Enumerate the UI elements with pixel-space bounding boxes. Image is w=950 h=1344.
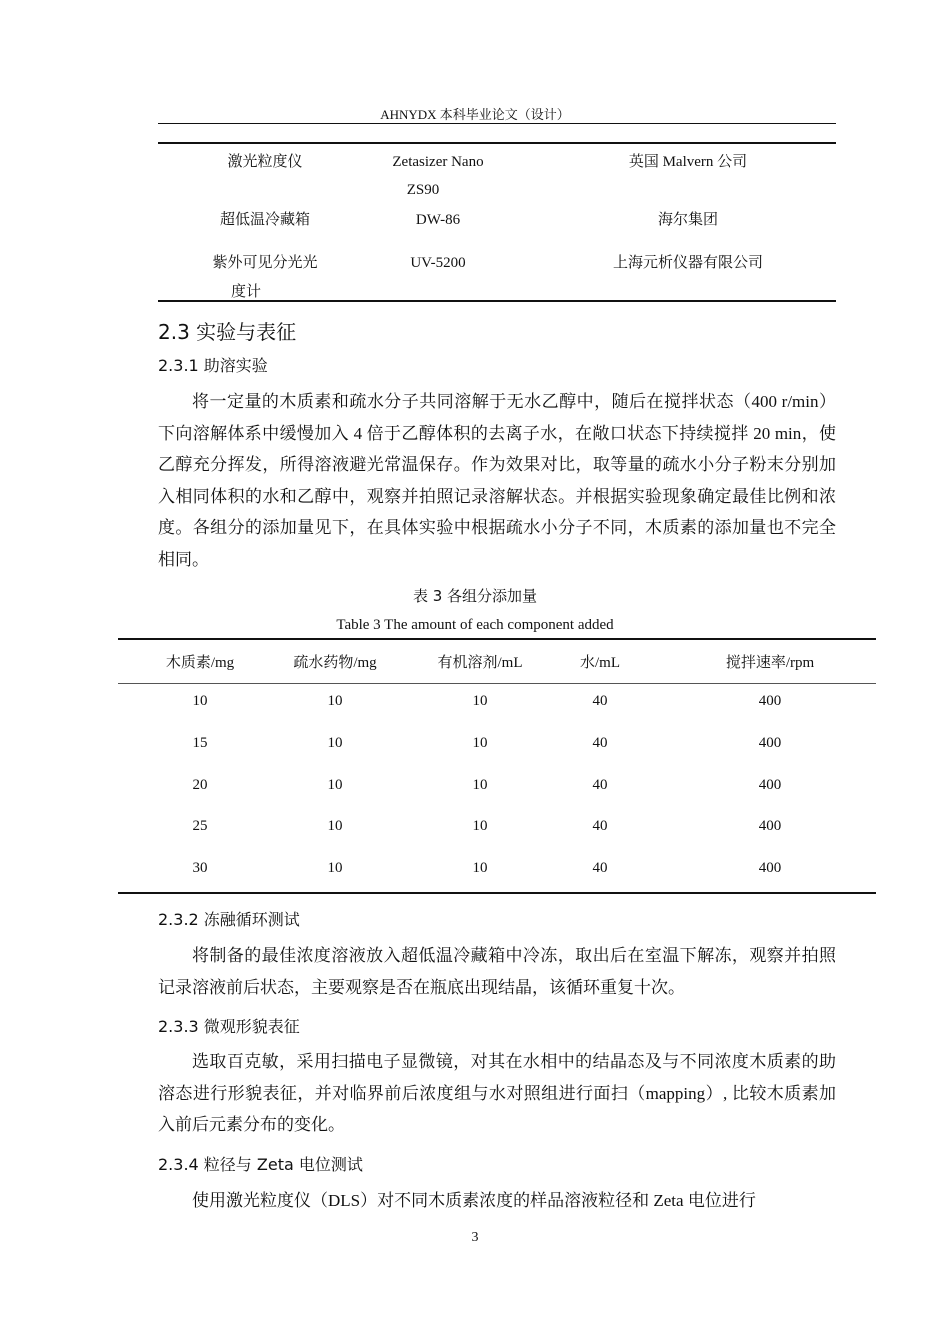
paragraph-text: 将一定量的木质素和疏水分子共同溶解于无水乙醇中，随后在搅拌状态（400 r/min）下向溶解体系中缓慢加入 4 倍于乙醇体积的去离子水，在敞口状态下持续搅拌 20 min，使乙醇充分挥发，所得溶液避光常温保存。作为效果对比，取等量的疏水小分子粉末分别加入相同体积的水和乙醇中，观察并拍照记录溶解状态。并根据实验现象确定最佳比例和浓度。各组分的添加量见下，在具体实验中根据疏水小分子不同，木质素的添加量也不完全相同。 <box>158 392 836 569</box>
table3-cell: 10 <box>327 818 343 834</box>
paragraph-text: 选取百克敏，采用扫描电子显微镜，对其在水相中的结晶态及与不同浓度木质素的助溶态进行形貌表征，并对临界前后浓度组与水对照组进行面扫（mapping）, 比较木质素加入前后元素分布的变化。 <box>158 1052 836 1134</box>
running-header: AHNYDX 本科毕业论文（设计） <box>380 107 570 122</box>
table3-cell: 10 <box>327 777 343 793</box>
table3-cell: 400 <box>758 818 782 834</box>
paragraph-2-3-4 <box>158 1185 836 1217</box>
table3-row <box>0 693 950 717</box>
table3-cell: 400 <box>758 860 782 876</box>
paragraph-text: 使用激光粒度仪（DLS）对不同木质素浓度的样品溶液粒径和 Zeta 电位进行 <box>192 1191 756 1210</box>
subsection-heading-2-3-3: 2.3.3 微观形貌表征 <box>158 1017 300 1036</box>
equipment-name: 度计 <box>230 284 261 300</box>
section-heading-2-3: 2.3 实验与表征 <box>158 320 297 344</box>
equipment-table-bottom-rule <box>158 300 836 302</box>
equipment-model: UV-5200 <box>410 255 466 271</box>
table3-cell: 40 <box>592 735 608 751</box>
table3-cell: 400 <box>758 777 782 793</box>
subsection-heading-2-3-4: 2.3.4 粒径与 Zeta 电位测试 <box>158 1155 363 1174</box>
table3-cell: 30 <box>192 860 208 876</box>
equipment-maker: 英国 Malvern 公司 <box>628 154 748 170</box>
table3-caption-en: Table 3 The amount of each component added <box>336 617 614 633</box>
equipment-maker: 海尔集团 <box>657 212 718 228</box>
table3-cell: 10 <box>472 693 488 709</box>
table3-cell: 15 <box>192 735 208 751</box>
equipment-model: DW-86 <box>415 212 461 228</box>
table3-cell: 40 <box>592 777 608 793</box>
table3-header-cell: 有机溶剂/mL <box>437 655 523 671</box>
paragraph-2-3-1 <box>158 386 836 575</box>
table3-header-cell: 水/mL <box>580 655 620 671</box>
equipment-name: 超低温冷藏箱 <box>219 212 310 228</box>
table3-cell: 10 <box>472 860 488 876</box>
table3-cell: 10 <box>472 818 488 834</box>
equipment-table-top-rule <box>158 142 836 144</box>
table3-cell: 40 <box>592 818 608 834</box>
paragraph-text: 将制备的最佳浓度溶液放入超低温冷藏箱中冷冻，取出后在室温下解冻，观察并拍照记录溶液前后状态，主要观察是否在瓶底出现结晶，该循环重复十次。 <box>158 946 836 997</box>
table3-cell: 40 <box>592 860 608 876</box>
paragraph-2-3-3 <box>158 1046 836 1141</box>
table3-row <box>0 860 950 884</box>
table3-bottom-rule <box>118 892 876 894</box>
table3-cell: 25 <box>192 818 208 834</box>
equipment-name: 激光粒度仪 <box>227 154 303 170</box>
table3-row <box>0 818 950 842</box>
subsection-heading-2-3-1: 2.3.1 助溶实验 <box>158 356 268 375</box>
header-rule <box>158 123 836 124</box>
table3-row <box>0 735 950 759</box>
table3-cell: 10 <box>327 693 343 709</box>
page-number: 3 <box>471 1230 479 1245</box>
table3-header-rule <box>118 683 876 684</box>
table3-cell: 20 <box>192 777 208 793</box>
table3-caption-zh: 表 3 各组分添加量 <box>412 587 538 605</box>
table3-cell: 40 <box>592 693 608 709</box>
table3-cell: 10 <box>472 735 488 751</box>
equipment-model: Zetasizer Nano <box>392 154 484 170</box>
table3-header-cell: 木质素/mg <box>165 655 235 671</box>
subsection-heading-2-3-2: 2.3.2 冻融循环测试 <box>158 910 300 929</box>
equipment-name: 紫外可见分光光 <box>212 255 318 271</box>
table3-cell: 10 <box>327 735 343 751</box>
table3-cell: 400 <box>758 693 782 709</box>
equipment-maker: 上海元析仪器有限公司 <box>612 255 763 271</box>
equipment-model: ZS90 <box>406 182 440 198</box>
table3-cell: 10 <box>472 777 488 793</box>
paragraph-2-3-2 <box>158 940 836 1003</box>
table3-header-cell: 疏水药物/mg <box>293 655 377 671</box>
table3-top-rule <box>118 638 876 640</box>
table3-cell: 10 <box>192 693 208 709</box>
table3-cell: 10 <box>327 860 343 876</box>
table3-row <box>0 777 950 801</box>
table3-header-cell: 搅拌速率/rpm <box>725 655 815 671</box>
table3-cell: 400 <box>758 735 782 751</box>
